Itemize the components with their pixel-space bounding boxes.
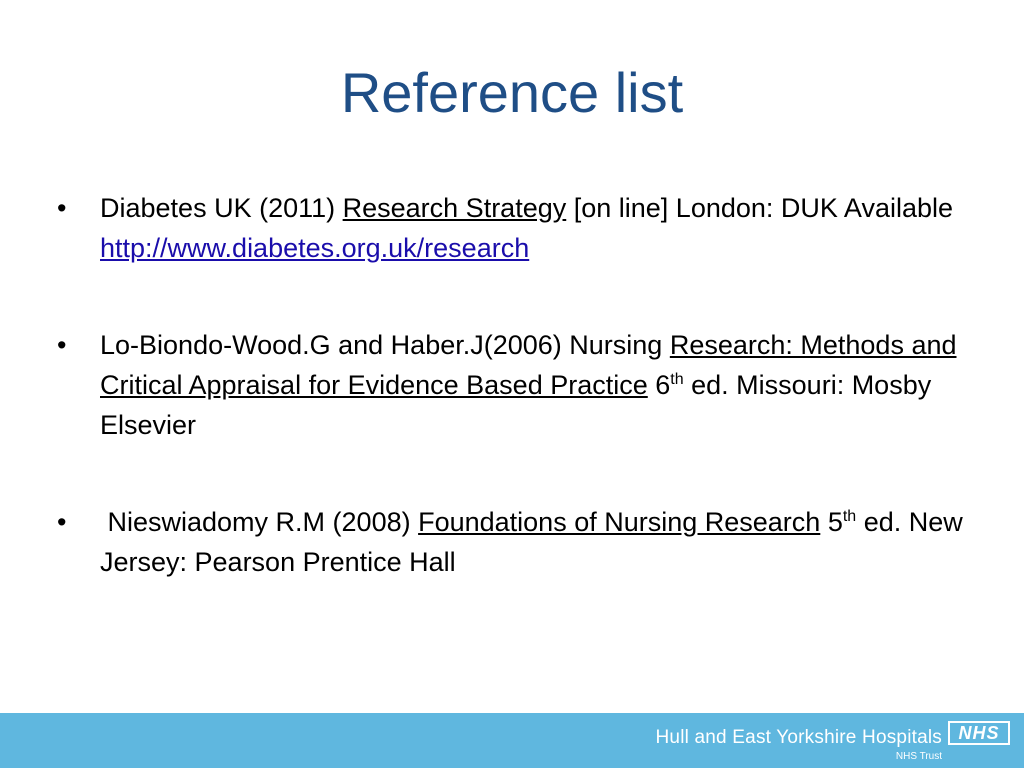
reference-details: ed. Missouri: Mosby Elsevier [100, 370, 932, 440]
reference-edition: 6 [647, 370, 671, 400]
reference-list [55, 188, 985, 582]
reference-edition: 5 [820, 507, 843, 537]
reference-author: Diabetes UK (2011) [100, 193, 343, 223]
reference-title: Research Strategy [342, 193, 567, 223]
reference-title: Research: Methods and Critical Appraisal for Evidence Based Practice [100, 330, 957, 400]
bullet: • [57, 330, 67, 360]
edition-superscript: th [842, 508, 857, 525]
reference-title: Foundations of Nursing Research [418, 507, 821, 537]
footer-band [0, 713, 1024, 768]
reference-item [55, 502, 985, 582]
reference-details: ed. New Jersey: Pearson Prentice Hall [100, 507, 963, 577]
reference-item [55, 325, 985, 445]
reference-item [55, 188, 985, 268]
organization-subtitle: NHS Trust [895, 751, 942, 762]
bullet: • [57, 193, 67, 223]
reference-author: Lo-Biondo-Wood.G and Haber.J(2006) Nursing [100, 330, 670, 360]
bullet: • [57, 507, 67, 537]
nhs-logo: NHS [948, 721, 1010, 745]
reference-link[interactable]: http://www.diabetes.org.uk/research [100, 233, 530, 263]
reference-details: [on line] London: DUK Available [566, 193, 954, 223]
slide-title: Reference list [340, 61, 684, 124]
organization-name: Hull and East Yorkshire Hospitals [655, 727, 942, 748]
reference-author: Nieswiadomy R.M (2008) [100, 507, 419, 537]
edition-superscript: th [670, 371, 684, 388]
